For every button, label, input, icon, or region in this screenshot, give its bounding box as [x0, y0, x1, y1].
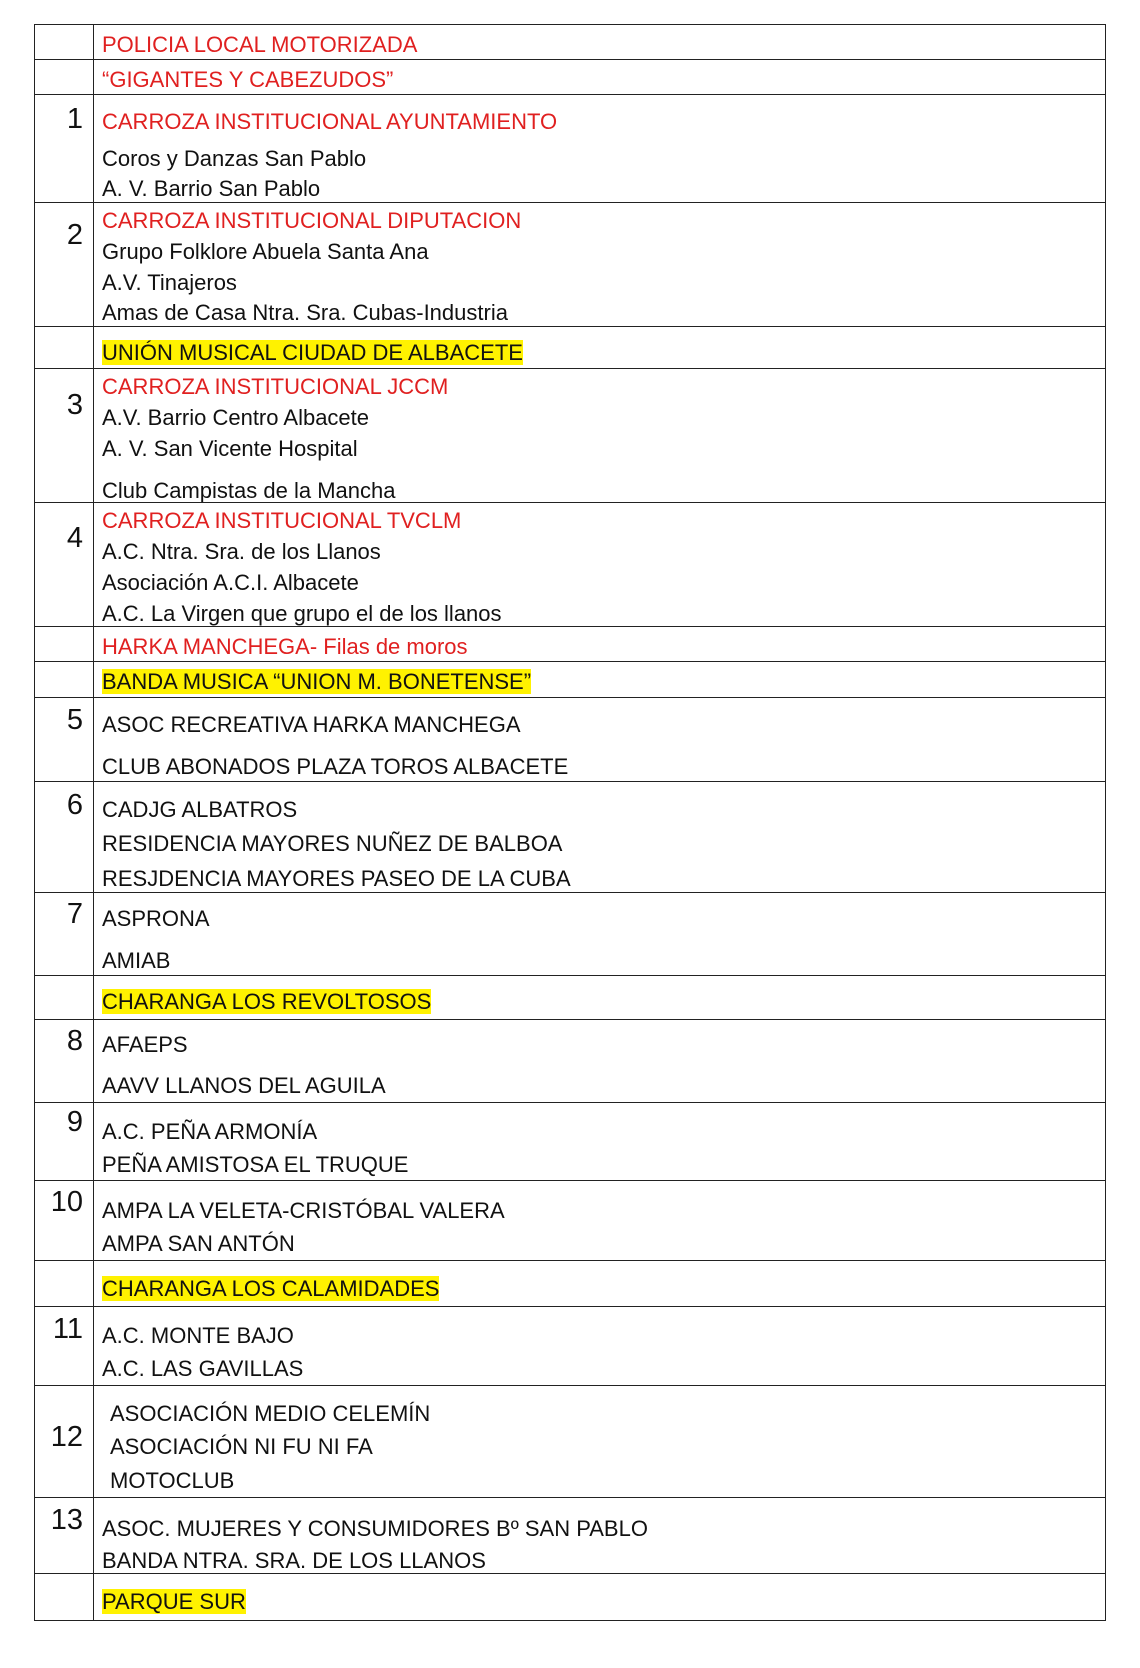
- participant-entry: [102, 1321, 294, 1351]
- table-row: [34, 975, 1106, 1019]
- participant-entry: [110, 1466, 234, 1496]
- entry-text: PARQUE SUR: [102, 1589, 246, 1614]
- entry-text: CARROZA INSTITUCIONAL JCCM: [102, 374, 449, 399]
- entry-text: Coros y Danzas San Pablo: [102, 146, 367, 171]
- participant-entry: [102, 568, 359, 598]
- table-row: [34, 697, 1106, 781]
- entry-text: ASOCIACIÓN NI FU NI FA: [110, 1434, 373, 1459]
- entry-text: CLUB ABONADOS PLAZA TOROS ALBACETE: [102, 754, 569, 779]
- entry-text: Club Campistas de la Mancha: [102, 478, 396, 503]
- participant-entry: [102, 946, 170, 976]
- entry-text: Asociación A.C.I. Albacete: [102, 570, 359, 595]
- column-divider: [93, 893, 94, 975]
- participant-entry: [102, 434, 358, 464]
- entry-text: CHARANGA LOS CALAMIDADES: [102, 1276, 440, 1301]
- participant-entry: [102, 1030, 188, 1060]
- table-row: [34, 1019, 1106, 1102]
- entry-text: A.C. MONTE BAJO: [102, 1323, 294, 1348]
- group-number: 3: [66, 389, 83, 421]
- entry-text: A.C. PEÑA ARMONÍA: [102, 1119, 318, 1144]
- table-row: [34, 892, 1106, 975]
- participant-entry: [102, 829, 562, 859]
- group-number: 10: [50, 1186, 83, 1218]
- column-divider: [93, 60, 94, 94]
- column-divider: [93, 203, 94, 326]
- column-divider: [93, 662, 94, 697]
- table-row: [34, 661, 1106, 697]
- group-number: 4: [66, 522, 83, 554]
- group-number: 9: [66, 1106, 83, 1138]
- participant-entry: [102, 1514, 648, 1544]
- table-row: [34, 1497, 1106, 1573]
- entry-text: RESJDENCIA MAYORES PASEO DE LA CUBA: [102, 866, 571, 891]
- participant-entry: [102, 144, 366, 174]
- column-divider: [93, 1261, 94, 1306]
- entry-text: A.C. Ntra. Sra. de los Llanos: [102, 539, 381, 564]
- table-row: [34, 1306, 1106, 1385]
- column-divider: [93, 1574, 94, 1620]
- participant-entry: [102, 1196, 505, 1226]
- entry-text: BANDA MUSICA “UNION M. BONETENSE”: [102, 669, 532, 694]
- table-row: [34, 59, 1106, 94]
- group-number: 8: [66, 1025, 83, 1057]
- entry-text: A.V. Barrio Centro Albacete: [102, 405, 370, 430]
- entry-text: ASOC RECREATIVA HARKA MANCHEGA: [102, 712, 521, 737]
- table-row: [34, 1180, 1106, 1260]
- column-divider: [93, 698, 94, 781]
- entry-text: A.C. LAS GAVILLAS: [102, 1356, 304, 1381]
- group-number: 13: [50, 1504, 83, 1536]
- entry-text: CARROZA INSTITUCIONAL DIPUTACION: [102, 208, 522, 233]
- entry-text: AMIAB: [102, 948, 171, 973]
- column-divider: [93, 1498, 94, 1573]
- participant-entry: [110, 1399, 430, 1429]
- column-divider: [93, 1386, 94, 1497]
- table-row: [34, 202, 1106, 326]
- group-number: 5: [66, 704, 83, 736]
- entry-text: HARKA MANCHEGA- Filas de moros: [102, 634, 468, 659]
- entry-text: “GIGANTES Y CABEZUDOS”: [102, 67, 394, 92]
- entry-text: CARROZA INSTITUCIONAL AYUNTAMIENTO: [102, 109, 558, 134]
- column-divider: [93, 1103, 94, 1180]
- column-divider: [93, 976, 94, 1019]
- entry-text: A.C. La Virgen que grupo el de los llanos: [102, 601, 502, 626]
- red-entry: [102, 206, 521, 236]
- group-number: 1: [66, 103, 83, 135]
- entry-text: CHARANGA LOS REVOLTOSOS: [102, 989, 432, 1014]
- table-row: [34, 326, 1106, 368]
- participant-entry: [102, 1546, 486, 1576]
- group-number: 12: [50, 1421, 83, 1453]
- table-row: [34, 24, 1106, 59]
- group-number: 2: [66, 219, 83, 251]
- participant-entry: [102, 237, 429, 267]
- participant-entry: [102, 795, 297, 825]
- participant-entry: [102, 864, 571, 894]
- entry-text: ASPRONA: [102, 906, 210, 931]
- column-divider: [93, 503, 94, 626]
- participant-entry: [102, 1117, 317, 1147]
- participant-entry: [110, 1432, 373, 1462]
- entry-text: ASOC. MUJERES Y CONSUMIDORES Bº SAN PABLO: [102, 1516, 648, 1541]
- table-row: [34, 1102, 1106, 1180]
- table-row: [34, 1573, 1106, 1621]
- entry-text: MOTOCLUB: [110, 1468, 235, 1493]
- participant-entry: [102, 403, 369, 433]
- entry-text: PEÑA AMISTOSA EL TRUQUE: [102, 1152, 409, 1177]
- participant-entry: [102, 174, 320, 204]
- red-entry: [102, 372, 448, 402]
- participant-entry: [102, 537, 381, 567]
- column-divider: [93, 1181, 94, 1260]
- entry-text: BANDA NTRA. SRA. DE LOS LLANOS: [102, 1548, 486, 1573]
- entry-text: Grupo Folklore Abuela Santa Ana: [102, 239, 429, 264]
- column-divider: [93, 369, 94, 502]
- table-row: [34, 626, 1106, 661]
- entry-text: AMPA LA VELETA-CRISTÓBAL VALERA: [102, 1198, 505, 1223]
- highlighted-entry: [102, 1587, 246, 1617]
- highlighted-entry: [102, 1274, 439, 1304]
- red-entry: [102, 65, 393, 95]
- table-row: [34, 1385, 1106, 1497]
- group-number: 6: [66, 789, 83, 821]
- red-entry: [102, 30, 417, 60]
- red-entry: [102, 632, 468, 662]
- entry-text: A. V. Barrio San Pablo: [102, 176, 321, 201]
- participant-entry: [102, 268, 237, 298]
- highlighted-entry: [102, 667, 531, 697]
- table-row: [34, 781, 1106, 892]
- table-row: [34, 1260, 1106, 1306]
- participant-entry: [102, 1354, 303, 1384]
- column-divider: [93, 782, 94, 892]
- entry-text: CARROZA INSTITUCIONAL TVCLM: [102, 508, 462, 533]
- table-row: [34, 502, 1106, 626]
- entry-text: AMPA SAN ANTÓN: [102, 1231, 295, 1256]
- participant-entry: [102, 298, 508, 328]
- column-divider: [93, 95, 94, 202]
- column-divider: [93, 1020, 94, 1102]
- group-number: 11: [52, 1313, 83, 1345]
- participant-entry: [102, 710, 521, 740]
- entry-text: ASOCIACIÓN MEDIO CELEMÍN: [110, 1401, 431, 1426]
- red-entry: [102, 107, 557, 137]
- participant-entry: [102, 1071, 386, 1101]
- entry-text: AFAEPS: [102, 1032, 188, 1057]
- column-divider: [93, 327, 94, 368]
- participant-entry: [102, 752, 568, 782]
- column-divider: [93, 627, 94, 661]
- column-divider: [93, 1307, 94, 1385]
- red-entry: [102, 506, 461, 536]
- entry-text: A.V. Tinajeros: [102, 270, 237, 295]
- entry-text: POLICIA LOCAL MOTORIZADA: [102, 32, 418, 57]
- entry-text: Amas de Casa Ntra. Sra. Cubas-Industria: [102, 300, 508, 325]
- participant-entry: [102, 599, 502, 629]
- entry-text: RESIDENCIA MAYORES NUÑEZ DE BALBOA: [102, 831, 563, 856]
- entry-text: UNIÓN MUSICAL CIUDAD DE ALBACETE: [102, 340, 523, 365]
- column-divider: [93, 25, 94, 59]
- entry-text: CADJG ALBATROS: [102, 797, 298, 822]
- entry-text: AAVV LLANOS DEL AGUILA: [102, 1073, 386, 1098]
- participant-entry: [102, 1229, 295, 1259]
- highlighted-entry: [102, 338, 523, 368]
- table-row: [34, 94, 1106, 202]
- group-number: 7: [66, 898, 83, 930]
- participant-entry: [102, 1150, 408, 1180]
- table-row: [34, 368, 1106, 502]
- highlighted-entry: [102, 987, 431, 1017]
- participant-entry: [102, 904, 210, 934]
- entry-text: A. V. San Vicente Hospital: [102, 436, 358, 461]
